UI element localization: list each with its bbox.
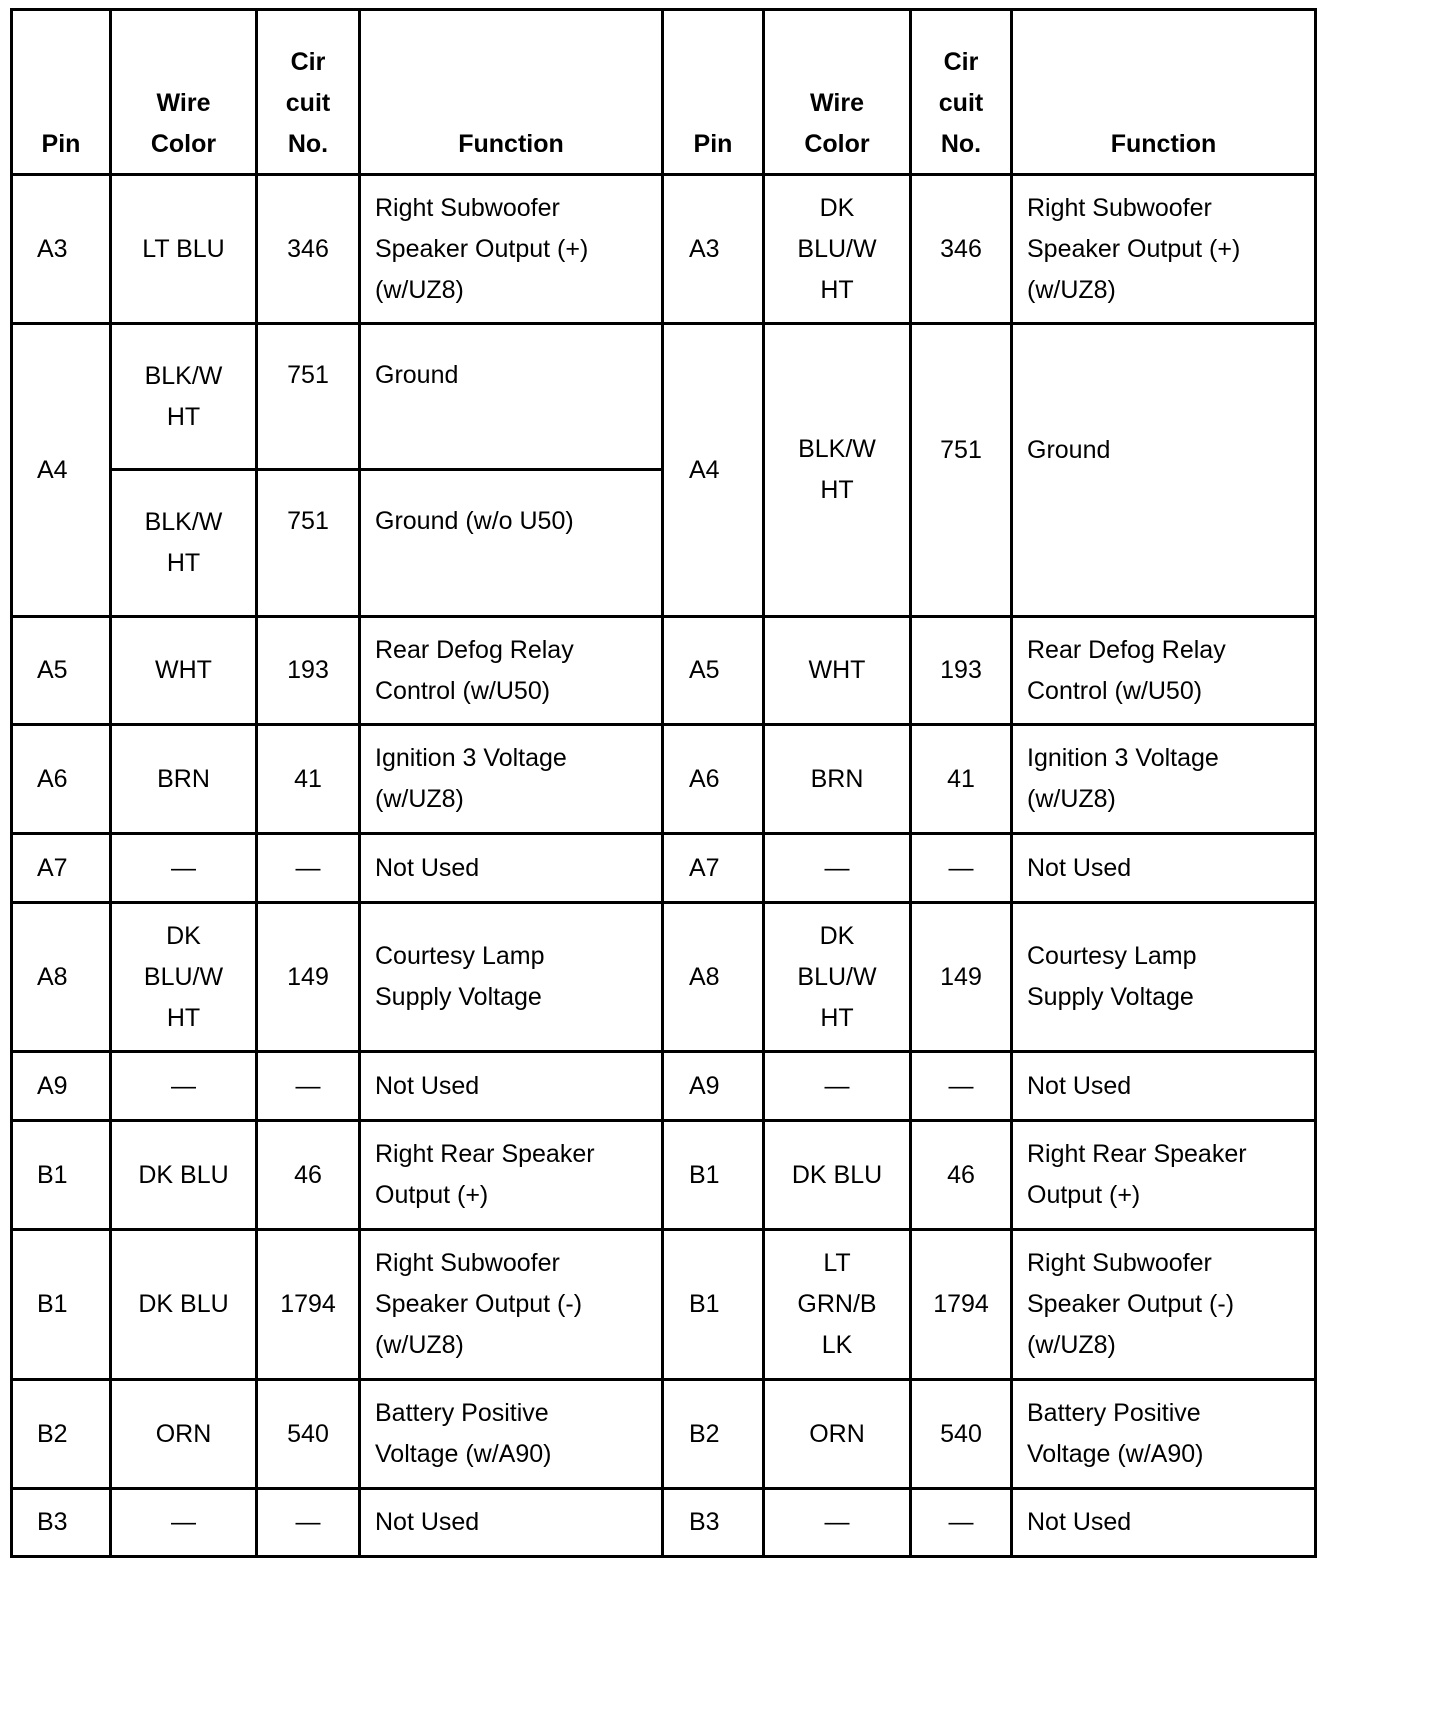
wire-color-cell: — <box>111 1052 257 1121</box>
pin-cell: A5 <box>12 617 111 725</box>
function-cell: Ground <box>1012 324 1316 617</box>
circuit-cell: 149 <box>911 903 1012 1052</box>
circuit-cell: — <box>257 1052 360 1121</box>
pin-cell: B1 <box>663 1230 764 1380</box>
pin-cell: B1 <box>12 1230 111 1380</box>
wire-color-cell: ORN <box>764 1380 911 1489</box>
pin-cell: A7 <box>663 834 764 903</box>
header-function-left: Function <box>360 10 663 175</box>
wire-color-cell: BRN <box>111 725 257 834</box>
circuit-cell: 193 <box>257 617 360 725</box>
wire-color-cell: DK BLU/W HT <box>764 175 911 324</box>
wire-color-cell: BRN <box>764 725 911 834</box>
wire-color-cell: DK BLU <box>111 1121 257 1230</box>
table-row <box>12 617 1316 725</box>
header-pin-left: Pin <box>12 10 111 175</box>
pin-cell: B2 <box>12 1380 111 1489</box>
function-cell: Right Subwoofer Speaker Output (+) (w/UZ8) <box>360 175 663 324</box>
function-cell: Battery Positive Voltage (w/A90) <box>360 1380 663 1489</box>
circuit-cell: 46 <box>911 1121 1012 1230</box>
function-cell: Right Subwoofer Speaker Output (-) (w/UZ8) <box>360 1230 663 1380</box>
wire-color-cell: WHT <box>764 617 911 725</box>
circuit-cell: 540 <box>257 1380 360 1489</box>
function-cell: Right Subwoofer Speaker Output (+) (w/UZ8) <box>1012 175 1316 324</box>
wire-color-cell: — <box>764 834 911 903</box>
wire-color-cell: ORN <box>111 1380 257 1489</box>
circuit-cell: — <box>911 1052 1012 1121</box>
circuit-cell: 1794 <box>257 1230 360 1380</box>
header-row <box>12 10 1316 175</box>
function-cell: Ignition 3 Voltage (w/UZ8) <box>360 725 663 834</box>
circuit-cell: 41 <box>911 725 1012 834</box>
circuit-cell: 149 <box>257 903 360 1052</box>
header-wire-color-left: Wire Color <box>111 10 257 175</box>
function-cell: Courtesy Lamp Supply Voltage <box>1012 903 1316 1052</box>
function-cell: Not Used <box>1012 834 1316 903</box>
pin-cell: A7 <box>12 834 111 903</box>
pin-cell: A3 <box>12 175 111 324</box>
table-row <box>12 1230 1316 1380</box>
wire-color-cell: BLK/W HT <box>111 324 257 470</box>
wire-color-cell: BLK/W HT <box>111 470 257 617</box>
circuit-cell: — <box>911 834 1012 903</box>
table-row <box>12 324 1316 470</box>
function-cell: Right Rear Speaker Output (+) <box>1012 1121 1316 1230</box>
pin-cell: A4 <box>12 324 111 617</box>
pin-cell: A9 <box>12 1052 111 1121</box>
function-cell: Right Rear Speaker Output (+) <box>360 1121 663 1230</box>
wire-color-cell: DK BLU <box>764 1121 911 1230</box>
wire-color-cell: BLK/W HT <box>764 324 911 617</box>
header-function-right: Function <box>1012 10 1316 175</box>
function-cell: Ground (w/o U50) <box>360 470 663 617</box>
table-row <box>12 1121 1316 1230</box>
circuit-cell: 751 <box>257 470 360 617</box>
wire-color-cell: — <box>764 1489 911 1557</box>
connector-pinout-table <box>10 8 1317 1558</box>
wire-color-cell: DK BLU/W HT <box>111 903 257 1052</box>
wire-color-cell: — <box>111 1489 257 1557</box>
header-circuit-no-left: Cir cuit No. <box>257 10 360 175</box>
function-cell: Rear Defog Relay Control (w/U50) <box>360 617 663 725</box>
pin-cell: A8 <box>12 903 111 1052</box>
function-cell: Ignition 3 Voltage (w/UZ8) <box>1012 725 1316 834</box>
circuit-cell: — <box>911 1489 1012 1557</box>
table-row <box>12 1380 1316 1489</box>
pin-cell: A8 <box>663 903 764 1052</box>
pin-cell: A3 <box>663 175 764 324</box>
function-cell: Not Used <box>1012 1052 1316 1121</box>
table-row <box>12 834 1316 903</box>
pin-cell: B1 <box>12 1121 111 1230</box>
pin-cell: A9 <box>663 1052 764 1121</box>
table-row <box>12 175 1316 324</box>
function-cell: Not Used <box>360 1489 663 1557</box>
circuit-cell: 1794 <box>911 1230 1012 1380</box>
function-cell: Not Used <box>360 1052 663 1121</box>
table-row <box>12 1489 1316 1557</box>
pin-cell: A5 <box>663 617 764 725</box>
pin-cell: B1 <box>663 1121 764 1230</box>
pin-cell: A6 <box>663 725 764 834</box>
wire-color-cell: — <box>111 834 257 903</box>
wire-color-cell: WHT <box>111 617 257 725</box>
table-row <box>12 903 1316 1052</box>
table-body <box>12 175 1316 1557</box>
table-row <box>12 1052 1316 1121</box>
header-wire-color-right: Wire Color <box>764 10 911 175</box>
circuit-cell: 46 <box>257 1121 360 1230</box>
circuit-cell: 193 <box>911 617 1012 725</box>
header-pin-right: Pin <box>663 10 764 175</box>
circuit-cell: 751 <box>257 324 360 470</box>
wire-color-cell: LT BLU <box>111 175 257 324</box>
function-cell: Not Used <box>360 834 663 903</box>
function-cell: Courtesy Lamp Supply Voltage <box>360 903 663 1052</box>
function-cell: Right Subwoofer Speaker Output (-) (w/UZ8) <box>1012 1230 1316 1380</box>
circuit-cell: 41 <box>257 725 360 834</box>
wire-color-cell: DK BLU <box>111 1230 257 1380</box>
function-cell: Ground <box>360 324 663 470</box>
function-cell: Rear Defog Relay Control (w/U50) <box>1012 617 1316 725</box>
circuit-cell: — <box>257 834 360 903</box>
circuit-cell: 751 <box>911 324 1012 617</box>
pinout-document <box>10 8 1317 1558</box>
pin-cell: B2 <box>663 1380 764 1489</box>
wire-color-cell: DK BLU/W HT <box>764 903 911 1052</box>
table-row <box>12 725 1316 834</box>
header-circuit-no-right: Cir cuit No. <box>911 10 1012 175</box>
circuit-cell: — <box>257 1489 360 1557</box>
circuit-cell: 346 <box>257 175 360 324</box>
wire-color-cell: — <box>764 1052 911 1121</box>
pin-cell: B3 <box>12 1489 111 1557</box>
wire-color-cell: LT GRN/B LK <box>764 1230 911 1380</box>
pin-cell: A4 <box>663 324 764 617</box>
circuit-cell: 540 <box>911 1380 1012 1489</box>
function-cell: Battery Positive Voltage (w/A90) <box>1012 1380 1316 1489</box>
pin-cell: B3 <box>663 1489 764 1557</box>
pin-cell: A6 <box>12 725 111 834</box>
circuit-cell: 346 <box>911 175 1012 324</box>
function-cell: Not Used <box>1012 1489 1316 1557</box>
